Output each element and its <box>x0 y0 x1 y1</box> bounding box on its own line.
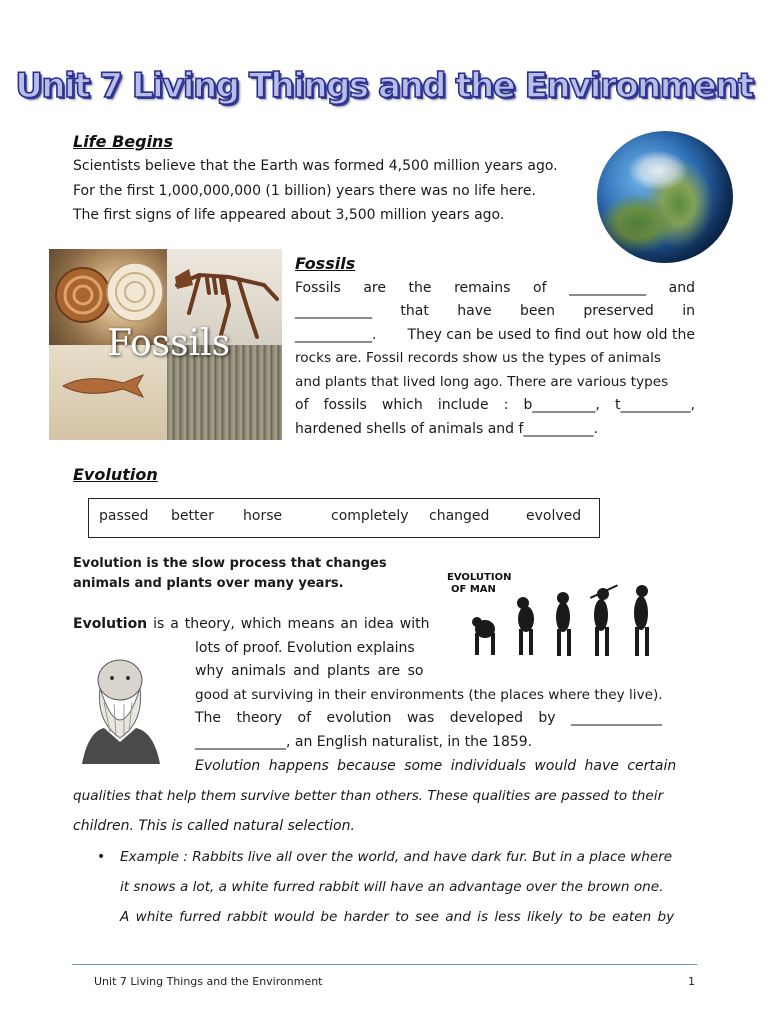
theory-line-1: Evolution is a theory, which means an idea with <box>73 616 430 632</box>
life-begins-heading: Life Begins <box>73 132 173 151</box>
selection-line-1: Evolution happens because some individuals would have certain <box>195 758 677 774</box>
theory-line-5: The theory of evolution was developed by _____________ <box>195 710 663 726</box>
footer-rule <box>72 964 697 965</box>
example-line-3: A white furred rabbit would be harder to see and is less likely to be eaten by <box>120 909 675 925</box>
fossils-line-3: ___________. They can be used to find out how old the <box>295 327 695 343</box>
fossils-image <box>49 249 282 440</box>
life-begins-line: The first signs of life appeared about 3,500 million years ago. <box>73 207 505 223</box>
footer-title: Unit 7 Living Things and the Environment <box>94 975 323 988</box>
word-bank-item: passed <box>99 508 149 524</box>
word-bank <box>88 498 600 538</box>
word-bank-item: completely <box>331 508 409 524</box>
fossils-line-2: ___________ that have been preserved in <box>295 303 695 319</box>
example-line-2: it snows a lot, a white furred rabbit will have an advantage over the brown one. <box>120 879 664 895</box>
theory-line-6: _____________, an English naturalist, in the 1859. <box>195 734 533 750</box>
fossils-line-6: of fossils which include : b_________, t__________, <box>295 397 695 413</box>
evolution-heading: Evolution <box>73 465 158 484</box>
evolution-definition-line: Evolution is the slow process that changes <box>73 556 387 571</box>
fossils-line-5: and plants that lived long ago. There are various types <box>295 374 669 390</box>
darwin-portrait <box>74 652 166 764</box>
theory-line-2: lots of proof. Evolution explains <box>195 640 415 656</box>
selection-line-3: children. This is called natural selection. <box>73 818 355 834</box>
page-number: 1 <box>688 975 695 988</box>
evolution-caption-line-2: OF MAN <box>451 584 496 595</box>
fossils-line-7: hardened shells of animals and f__________. <box>295 421 598 437</box>
evolution-of-man-image <box>443 567 673 662</box>
word-bank-item: evolved <box>526 508 582 524</box>
theory-line-4: good at surviving in their environments (the places where they live). <box>195 687 663 703</box>
life-begins-line: Scientists believe that the Earth was formed 4,500 million years ago. <box>73 158 558 174</box>
fossils-image-label: Fossils <box>107 323 231 364</box>
word-bank-item: horse <box>243 508 283 524</box>
evolution-caption-line-1: EVOLUTION <box>447 572 512 583</box>
life-begins-line: For the first 1,000,000,000 (1 billion) years there was no life here. <box>73 183 536 199</box>
selection-line-2: qualities that help them survive better than others. These qualities are passed to their <box>73 788 664 804</box>
word-bank-item: changed <box>429 508 490 524</box>
fish-icon <box>57 371 149 401</box>
ammonite-icon <box>53 265 113 325</box>
page-title: Unit 7 Living Things and the Environment <box>15 66 753 106</box>
earth-image <box>597 131 733 263</box>
theory-line-3: why animals and plants are so <box>195 663 424 679</box>
fossils-line-1: Fossils are the remains of ___________ and <box>295 280 695 296</box>
fossils-heading: Fossils <box>295 254 356 273</box>
word-bank-item: better <box>171 508 214 524</box>
evolution-definition-line: animals and plants over many years. <box>73 576 344 591</box>
fossils-line-4: rocks are. Fossil records show us the types of animals <box>295 350 661 366</box>
bullet-dot: • <box>97 849 106 865</box>
shell-icon <box>105 261 165 323</box>
example-line-1: Example : Rabbits live all over the world, and have dark fur. But in a place where <box>120 849 673 865</box>
